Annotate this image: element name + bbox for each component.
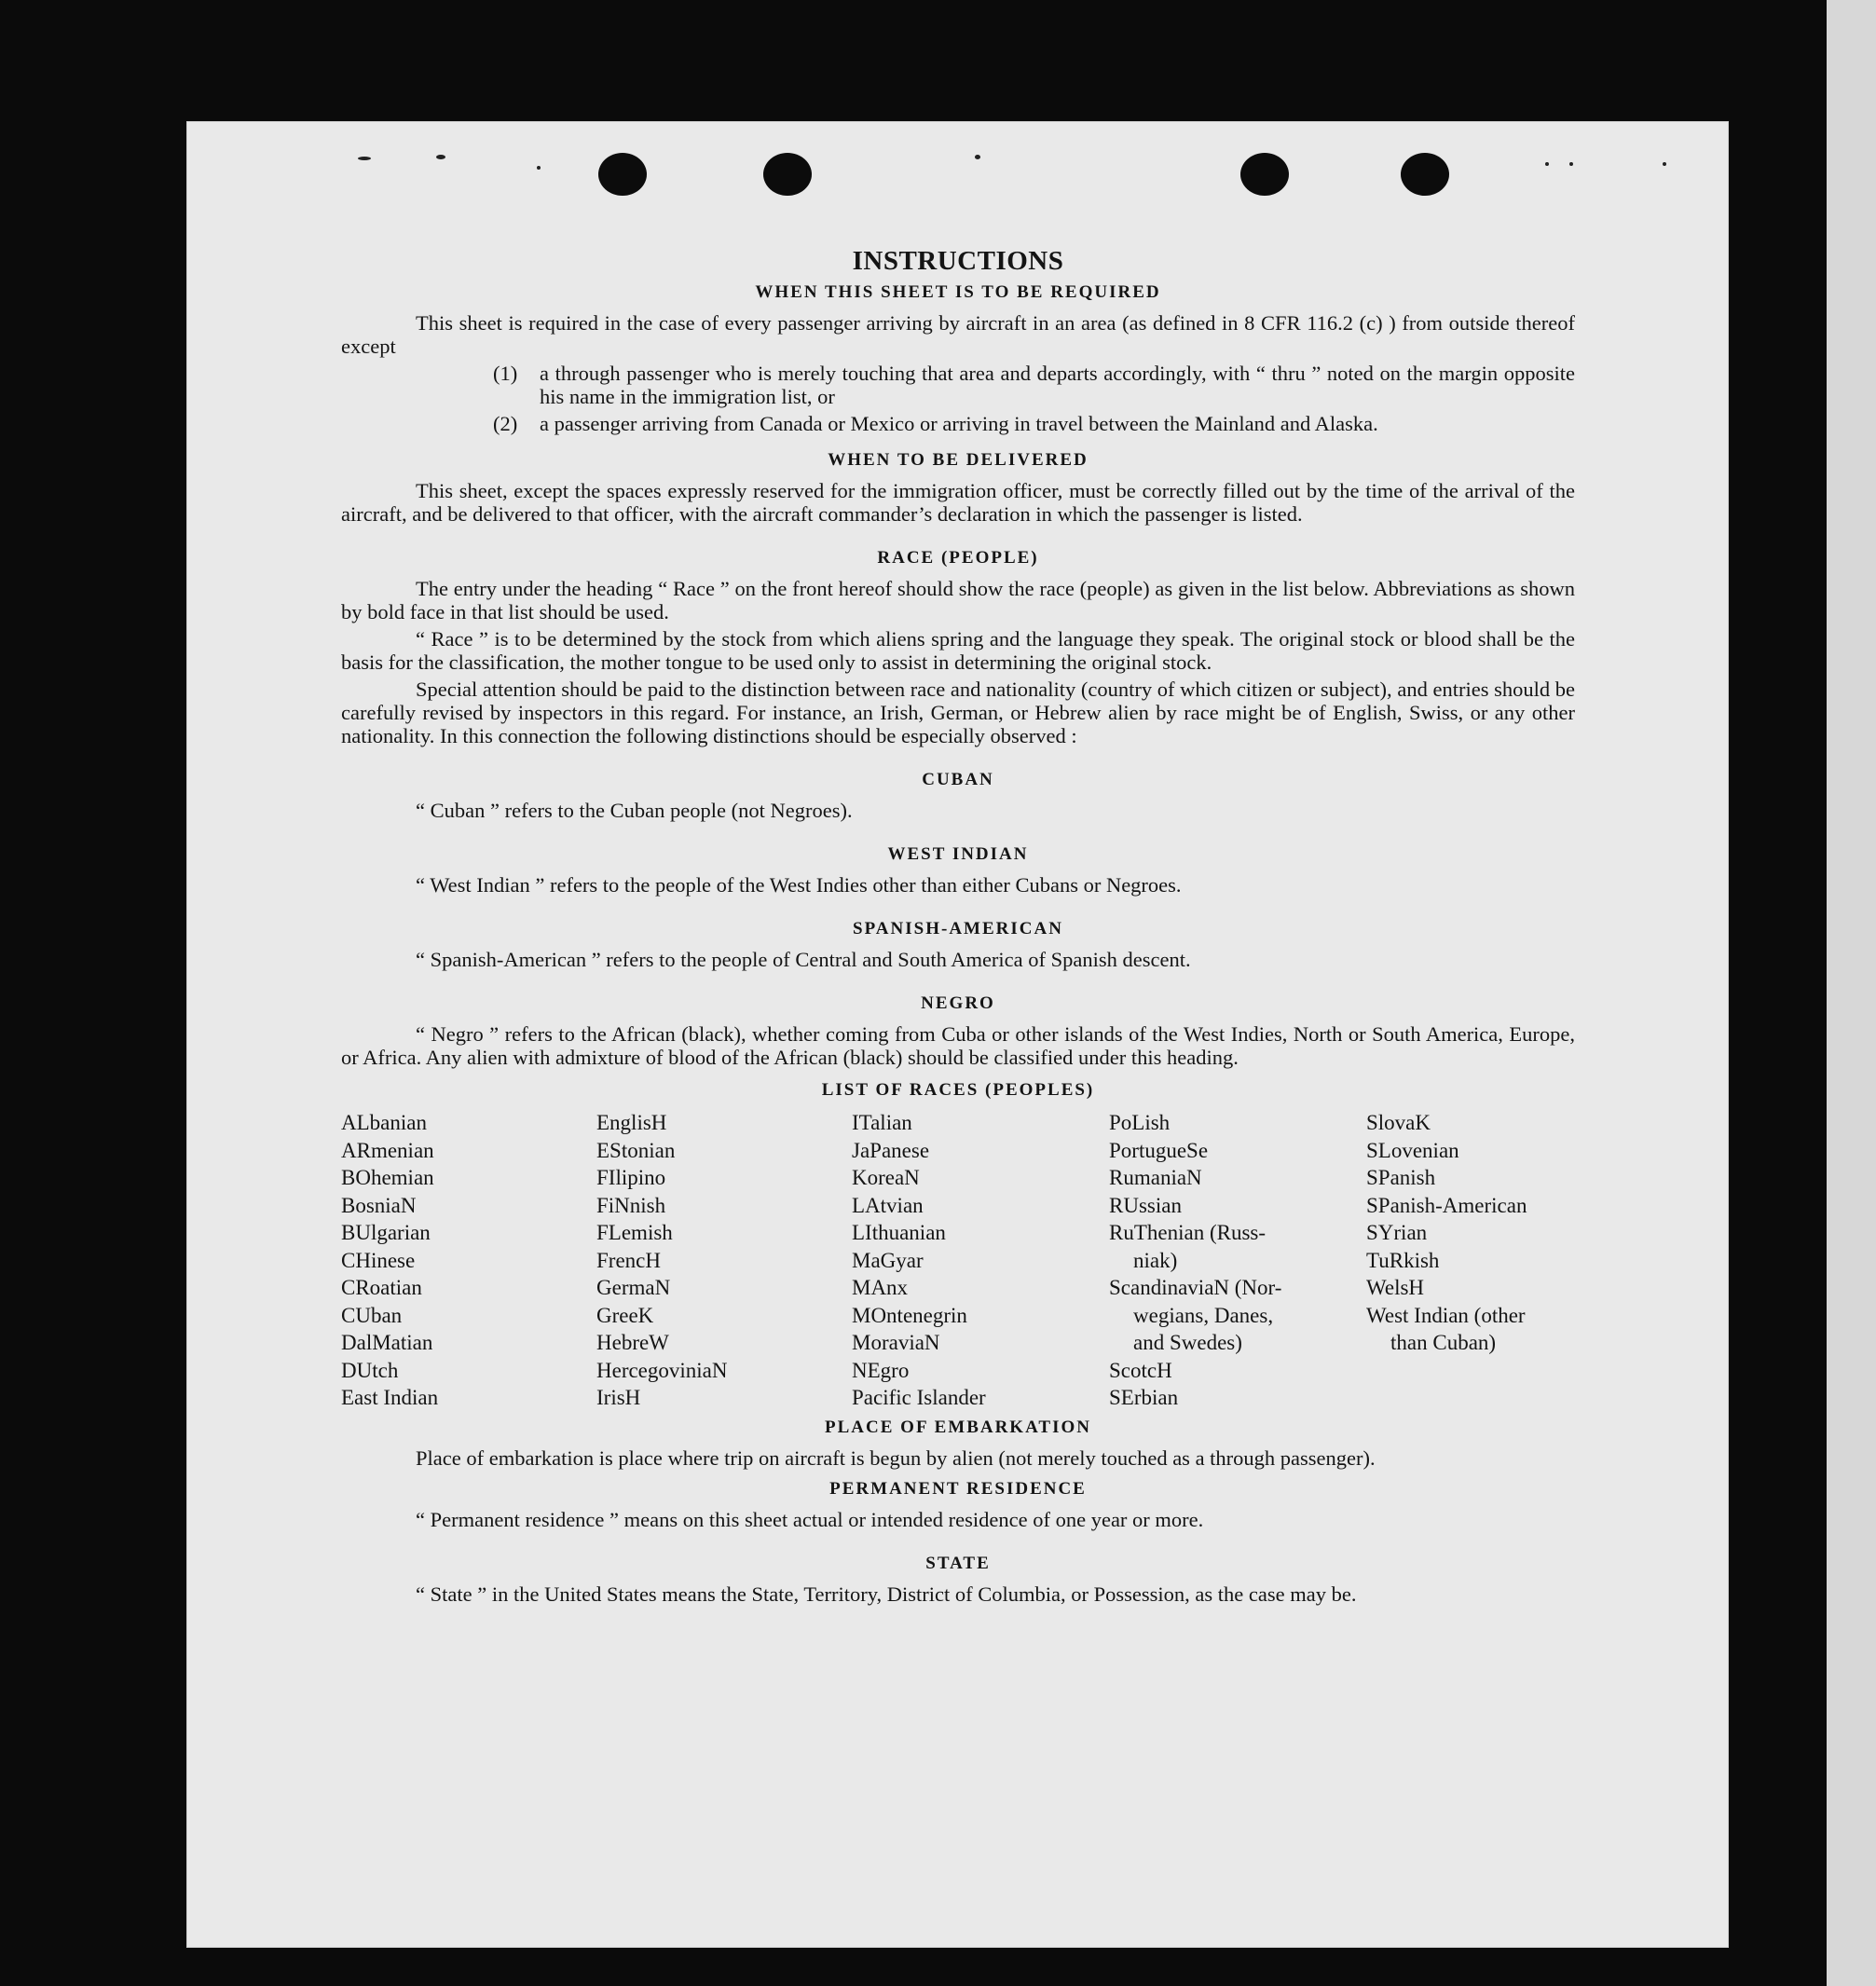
race-entry: CRoatian (341, 1276, 422, 1299)
page-title: INSTRUCTIONS (852, 246, 1064, 276)
race-entry: BUlgarian (341, 1221, 431, 1244)
race-entry: DUtch (341, 1358, 399, 1382)
race-entry: ITalian (852, 1111, 912, 1134)
race-entry: EStonian (596, 1138, 676, 1162)
race-entry: SPanish (1366, 1166, 1436, 1189)
heading-state: STATE (925, 1553, 991, 1573)
heading-permanent-residence: PERMANENT RESIDENCE (829, 1478, 1087, 1499)
spanish-american-text: “ Spanish-American ” refers to the people of Central and South America of Spanish descent. (416, 948, 1191, 971)
scan-speck (358, 157, 371, 160)
race-entry: CUban (341, 1303, 403, 1327)
race-entry: TuRkish (1366, 1248, 1440, 1272)
race-entry: SYrian (1366, 1221, 1428, 1244)
race-entry: LIthuanian (852, 1221, 946, 1244)
heading-list-of-races: LIST OF RACES (PEOPLES) (821, 1080, 1095, 1100)
race-paragraph-2: “ Race ” is to be determined by the stock from which aliens spring and the language they speak. The original stock or blood shall be the basis for the classification, the mother tongue to be used only to assist in determining the original stock. (341, 627, 1575, 674)
race-entry: ScandinaviaN (Nor- (1109, 1276, 1282, 1299)
heading-spanish-american: SPANISH-AMERICAN (853, 919, 1063, 938)
race-entry: KoreaN (852, 1166, 920, 1189)
heading-cuban: CUBAN (922, 770, 994, 789)
race-entry: PoLish (1109, 1111, 1171, 1134)
west-indian-text: “ West Indian ” refers to the people of the West Indies other than either Cubans or Negroes. (416, 873, 1182, 897)
race-entry: RuThenian (Russ- (1109, 1221, 1267, 1244)
race-entry: West Indian (other (1366, 1303, 1526, 1327)
race-entry: DalMatian (341, 1331, 433, 1354)
heading-embarkation: PLACE OF EMBARKATION (825, 1417, 1091, 1437)
race-entry: ARmenian (341, 1138, 434, 1162)
heading-when-required: WHEN THIS SHEET IS TO BE REQUIRED (755, 282, 1161, 302)
race-entry: East Indian (341, 1386, 439, 1409)
race-entry: GreeK (596, 1303, 654, 1327)
race-entry: MoraviaN (852, 1331, 940, 1354)
race-entry: WelsH (1366, 1276, 1425, 1299)
heading-negro: NEGRO (921, 993, 995, 1013)
punch-hole (763, 153, 812, 196)
scan-speck (436, 155, 445, 159)
race-entry: SLovenian (1366, 1138, 1459, 1162)
embarkation-text: Place of embarkation is place where trip on aircraft is begun by alien (not merely touched as a through passenger). (416, 1445, 1376, 1470)
scan-speck (1663, 162, 1666, 166)
race-entry: Pacific Islander (852, 1386, 986, 1409)
heading-west-indian: WEST INDIAN (887, 844, 1029, 864)
race-entry: MaGyar (852, 1248, 924, 1272)
race-entry: CHinese (341, 1248, 416, 1272)
race-entry: NEgro (852, 1358, 910, 1382)
race-entry: HebreW (596, 1331, 669, 1354)
races-column (852, 1109, 1109, 1412)
race-entry: FIlipino (596, 1166, 666, 1189)
race-entry: ScotcH (1109, 1358, 1172, 1382)
race-entry: ALbanian (341, 1111, 427, 1134)
race-entry: LAtvian (852, 1193, 924, 1217)
race-entry: RumaniaN (1109, 1166, 1202, 1189)
punch-hole (598, 153, 647, 196)
race-entry: MOntenegrin (852, 1303, 967, 1327)
when-required-intro: This sheet is required in the case of every passenger arriving by aircraft in an area (as defined in 8 CFR 116.2 (c) ) from outside thereof except (341, 311, 1575, 358)
race-entry: FiNnish (596, 1193, 666, 1217)
race-entry: EnglisH (596, 1111, 667, 1134)
race-paragraph-3: Special attention should be paid to the distinction between race and nationality (country of which citizen or subject), and entries should be carefully revised by inspectors in this regard. For instance, an Irish, German, or Hebrew alien by race might be of English, Swiss, or any other nationality. In this connection the following distinctions should be especially observed : (341, 678, 1575, 747)
state-text: “ State ” in the United States means the State, Territory, District of Columbia, or Possession, as the case may be. (416, 1582, 1357, 1606)
races-list (341, 1109, 1575, 1412)
document-page (186, 121, 1729, 1948)
race-entry: SlovaK (1366, 1111, 1431, 1134)
exception-item: (1) a through passenger who is merely touching that area and departs accordingly, with “ thru ” noted on the margin opposite his name in the immigration list, or (493, 362, 1575, 408)
punch-hole (1240, 153, 1289, 196)
scan-speck (1569, 162, 1573, 166)
race-entry: BosniaN (341, 1193, 417, 1217)
race-entry: RUssian (1109, 1193, 1182, 1217)
races-column (1109, 1109, 1366, 1412)
races-column (596, 1109, 852, 1412)
race-entry: BOhemian (341, 1166, 434, 1189)
race-entry: wegians, Danes, (1133, 1303, 1274, 1327)
race-entry: JaPanese (852, 1138, 930, 1162)
when-delivered-text: This sheet, except the spaces expressly reserved for the immigration officer, must be correctly filled out by the time of the arrival of the aircraft, and be delivered to that officer, with the aircraft commander’s declaration in which the passenger is listed. (341, 479, 1575, 526)
race-paragraph-1: The entry under the heading “ Race ” on the front hereof should show the race (people) as given in the list below. Abbreviations as shown by bold face in that list should be used. (341, 577, 1575, 623)
scan-speck (537, 166, 541, 170)
instructions-content (341, 246, 1575, 1606)
race-entry: PortugueSe (1109, 1138, 1209, 1162)
heading-when-delivered: WHEN TO BE DELIVERED (828, 450, 1089, 470)
race-entry: FrencH (596, 1248, 661, 1272)
races-column (341, 1109, 596, 1412)
race-entry: SErbian (1109, 1386, 1179, 1409)
race-entry: FLemish (596, 1221, 673, 1244)
cuban-text: “ Cuban ” refers to the Cuban people (not Negroes). (416, 799, 853, 822)
exception-item: (2) a passenger arriving from Canada or Mexico or arriving in travel between the Mainland and Alaska. (493, 412, 1378, 435)
race-entry: niak) (1133, 1248, 1178, 1272)
race-entry: GermaN (596, 1276, 671, 1299)
race-entry: and Swedes) (1133, 1331, 1242, 1354)
race-entry: IrisH (596, 1386, 641, 1409)
heading-race: RACE (PEOPLE) (877, 548, 1039, 568)
residence-text: “ Permanent residence ” means on this sheet actual or intended residence of one year or more. (416, 1507, 1204, 1531)
scan-speck (1545, 162, 1549, 166)
race-entry: HercegoviniaN (596, 1358, 728, 1382)
scan-edge (1827, 0, 1876, 1986)
race-entry: SPanish-American (1366, 1193, 1527, 1217)
race-entry: than Cuban) (1390, 1331, 1497, 1354)
races-column (1366, 1109, 1575, 1412)
race-entry: MAnx (852, 1276, 909, 1299)
scan-speck (975, 155, 980, 159)
punch-hole (1401, 153, 1449, 196)
negro-text: “ Negro ” refers to the African (black), whether coming from Cuba or other islands of the West Indies, North or South America, Europe, or Africa. Any alien with admixture of blood of the African (black) should be classified under this heading. (341, 1022, 1575, 1069)
